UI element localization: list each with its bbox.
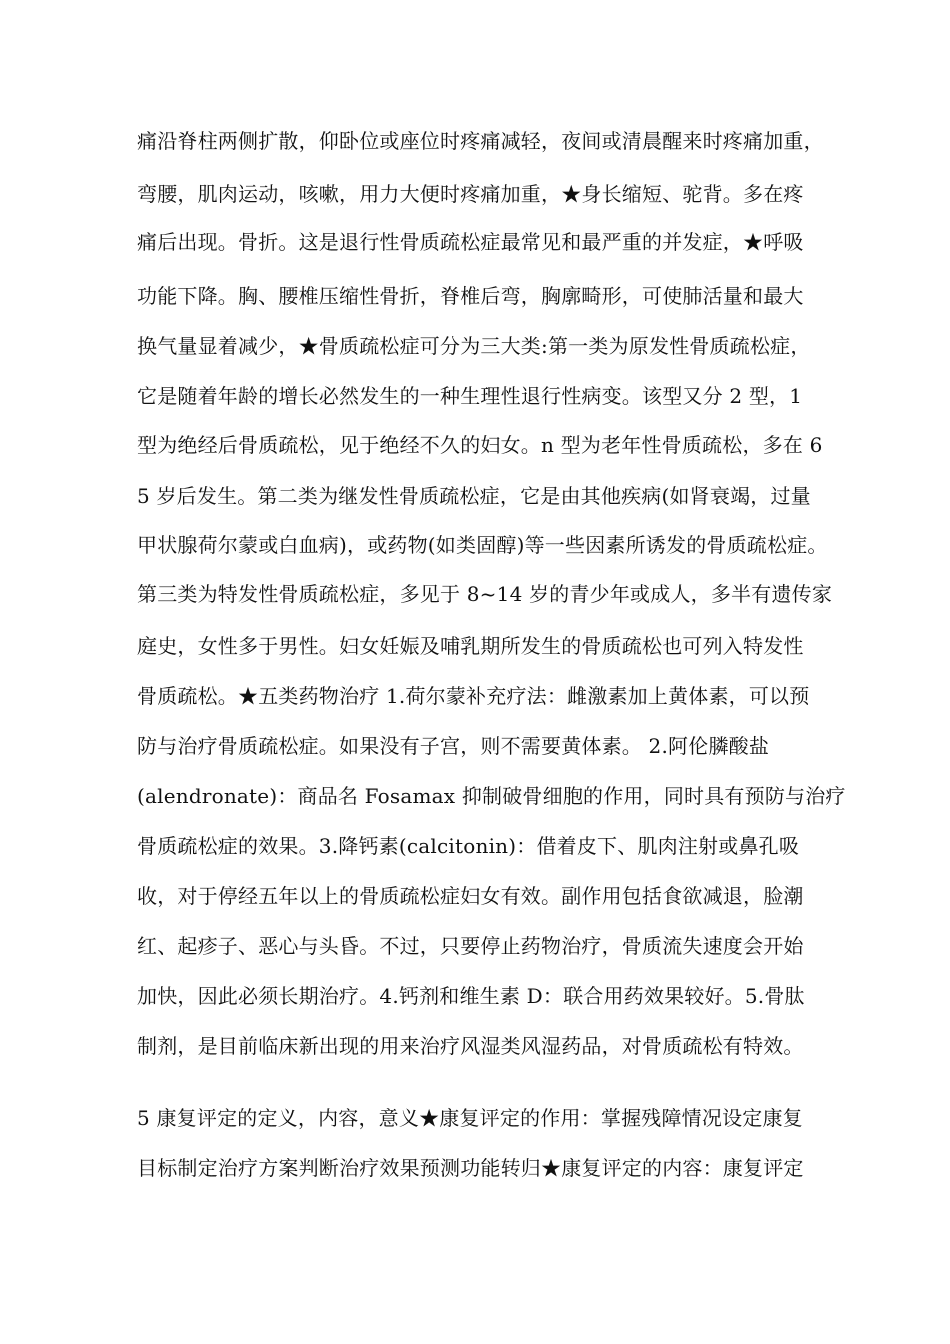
text-line: 加快，因此必须长期治疗。4.钙剂和维生素 D：联合用药效果较好。5.骨肽 bbox=[137, 984, 805, 1008]
text-line: 庭史，女性多于男性。妇女妊娠及哺乳期所发生的骨质疏松也可列入特发性 bbox=[137, 634, 804, 658]
text-line: 换气量显着减少，★骨质疏松症可分为三大类:第一类为原发性骨质疏松症， bbox=[137, 334, 811, 358]
text-line: 骨质疏松。★五类药物治疗 1.荷尔蒙补充疗法：雌激素加上黄体素，可以预 bbox=[137, 684, 810, 708]
text-line: 第三类为特发性骨质疏松症，多见于 8~14 岁的青少年或成人，多半有遗传家 bbox=[137, 582, 833, 606]
text-line: 红、起疹子、恶心与头昏。不过，只要停止药物治疗，骨质流失速度会开始 bbox=[137, 934, 804, 958]
text-line: 制剂，是目前临床新出现的用来治疗风湿类风湿药品，对骨质疏松有特效。 bbox=[137, 1034, 804, 1058]
text-line: 5 岁后发生。第二类为继发性骨质疏松症，它是由其他疾病(如肾衰竭，过量 bbox=[137, 484, 811, 508]
text-line: 痛沿脊柱两侧扩散，仰卧位或座位时疼痛减轻，夜间或清晨醒来时疼痛加重， bbox=[137, 129, 824, 153]
text-line: (alendronate)：商品名 Fosamax 抑制破骨细胞的作用，同时具有预防与治疗 bbox=[137, 784, 846, 808]
text-line: 5 康复评定的定义，内容，意义★康复评定的作用：掌握残障情况设定康复 bbox=[137, 1106, 803, 1130]
text-line: 痛后出现。骨折。这是退行性骨质疏松症最常见和最严重的并发症，★呼吸 bbox=[137, 230, 804, 254]
text-line: 防与治疗骨质疏松症。如果没有子宫，则不需要黄体素。 2.阿伦膦酸盐 bbox=[137, 734, 770, 758]
text-line: 目标制定治疗方案判断治疗效果预测功能转归★康复评定的内容：康复评定 bbox=[137, 1156, 804, 1180]
text-line: 弯腰，肌肉运动，咳嗽，用力大便时疼痛加重，★身长缩短、驼背。多在疼 bbox=[137, 182, 804, 206]
text-line: 型为绝经后骨质疏松，见于绝经不久的妇女。n 型为老年性骨质疏松，多在 6 bbox=[137, 433, 823, 457]
text-line: 收，对于停经五年以上的骨质疏松症妇女有效。副作用包括食欲减退，脸潮 bbox=[137, 884, 804, 908]
text-line: 骨质疏松症的效果。3.降钙素(calcitonin)：借着皮下、肌肉注射或鼻孔吸 bbox=[137, 834, 800, 858]
text-line: 功能下降。胸、腰椎压缩性骨折，脊椎后弯，胸廓畸形，可使肺活量和最大 bbox=[137, 284, 804, 308]
text-line: 它是随着年龄的增长必然发生的一种生理性退行性病变。该型又分 2 型，1 bbox=[137, 384, 803, 408]
text-line: 甲状腺荷尔蒙或白血病)，或药物(如类固醇)等一些因素所诱发的骨质疏松症。 bbox=[137, 533, 828, 557]
